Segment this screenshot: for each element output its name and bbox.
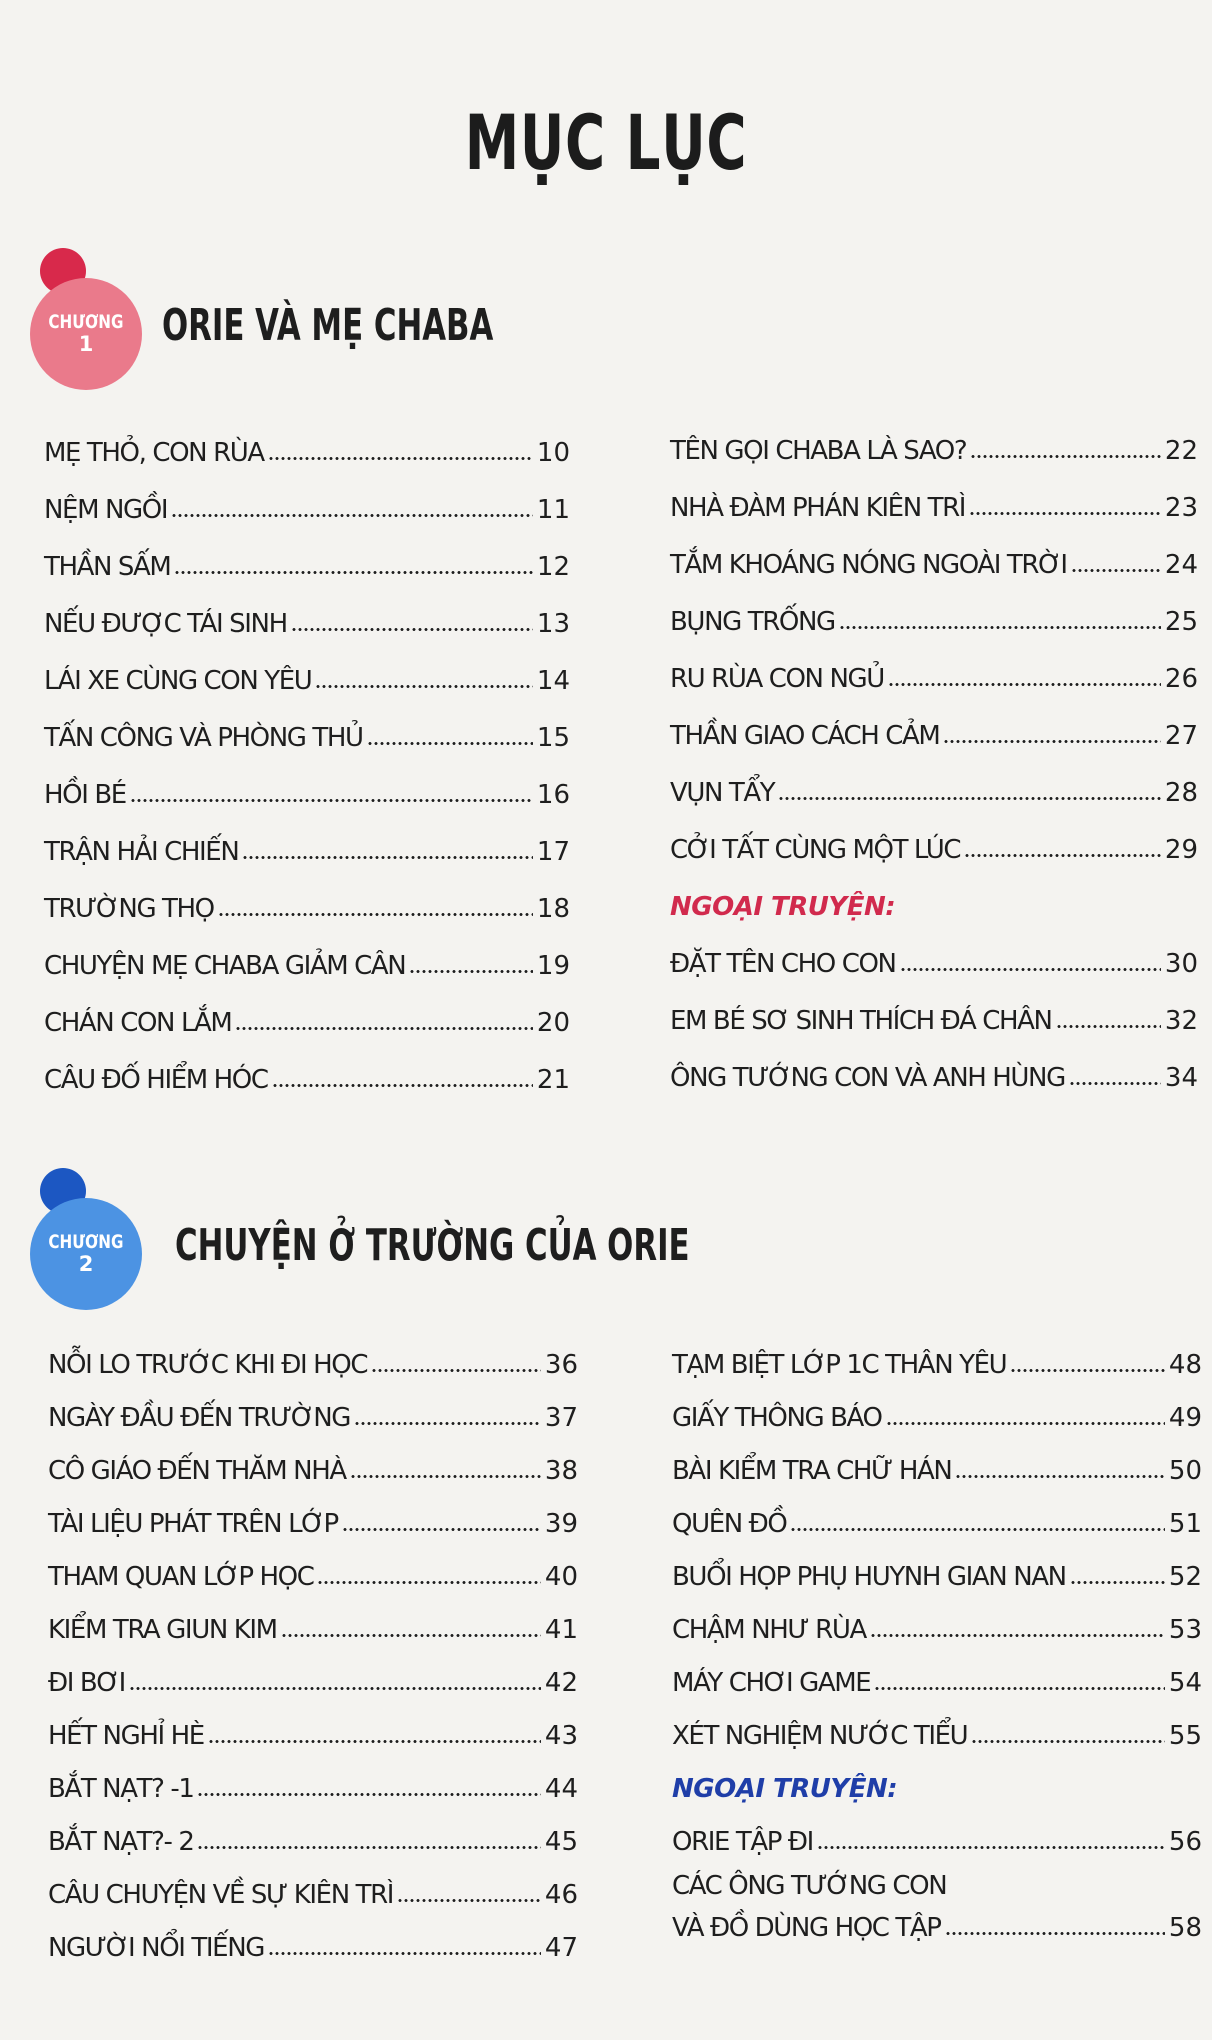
toc-entry[interactable]: HỒI BÉ 16 [44, 780, 570, 810]
toc-entry[interactable]: ĐẶT TÊN CHO CON 30 [670, 949, 1198, 979]
toc-entry[interactable]: QUÊN ĐỒ 51 [672, 1509, 1202, 1539]
toc-entry[interactable]: CHẬM NHƯ RÙA 53 [672, 1615, 1202, 1645]
toc-entry[interactable]: BẮT NẠT? -1 44 [48, 1774, 578, 1804]
toc-entry[interactable]: CỞI TẤT CÙNG MỘT LÚC 29 [670, 835, 1198, 865]
chapter-title: ORIE VÀ MẸ CHABA [162, 300, 494, 351]
toc-entry-line1[interactable]: CÁC ÔNG TƯỚNG CON [672, 1871, 947, 1901]
chapter-2-header [30, 1168, 1180, 1308]
toc-entry[interactable]: VÀ ĐỒ DÙNG HỌC TẬP 58 [672, 1913, 1202, 1943]
chapter-badge [30, 1198, 142, 1310]
badge-number: 2 [78, 1251, 94, 1276]
toc-entry[interactable]: KIỂM TRA GIUN KIM 41 [48, 1615, 578, 1645]
chapter-title: CHUYỆN Ở TRƯỜNG CỦA ORIE [175, 1220, 690, 1271]
chapter-1-left-column [44, 438, 570, 1098]
toc-entry[interactable]: RU RÙA CON NGỦ 26 [670, 664, 1198, 694]
chapter-1-header [30, 248, 1180, 388]
toc-entry[interactable]: BÀI KIỂM TRA CHỮ HÁN 50 [672, 1456, 1202, 1486]
toc-entry[interactable]: CÂU ĐỐ HIỂM HÓC 21 [44, 1065, 570, 1095]
toc-entry[interactable]: TẮM KHOÁNG NÓNG NGOÀI TRỜI 24 [670, 550, 1198, 580]
toc-entry[interactable]: VỤN TẨY 28 [670, 778, 1198, 808]
toc-entry[interactable]: CHÁN CON LẮM 20 [44, 1008, 570, 1038]
chapter-2-left-column [48, 1350, 578, 1970]
toc-entry[interactable]: THẦN GIAO CÁCH CẢM 27 [670, 721, 1198, 751]
badge-word: CHƯƠNG [48, 311, 124, 333]
toc-entry[interactable]: NỖI LO TRƯỚC KHI ĐI HỌC 36 [48, 1350, 578, 1380]
toc-entry[interactable]: XÉT NGHIỆM NƯỚC TIỂU 55 [672, 1721, 1202, 1751]
toc-entry[interactable]: NHÀ ĐÀM PHÁN KIÊN TRÌ 23 [670, 493, 1198, 523]
toc-entry[interactable]: LÁI XE CÙNG CON YÊU 14 [44, 666, 570, 696]
toc-entry[interactable]: NGÀY ĐẦU ĐẾN TRƯỜNG 37 [48, 1403, 578, 1433]
badge-number: 1 [78, 331, 94, 356]
toc-entry[interactable]: GIẤY THÔNG BÁO 49 [672, 1403, 1202, 1433]
page-title: MỤC LỤC [464, 98, 748, 187]
toc-entry[interactable]: BỤNG TRỐNG 25 [670, 607, 1198, 637]
chapter-2-right-column [672, 1350, 1202, 1990]
toc-entry[interactable]: CÂU CHUYỆN VỀ SỰ KIÊN TRÌ 46 [48, 1880, 578, 1910]
extra-stories-label: NGOẠI TRUYỆN: [670, 892, 896, 922]
toc-entry[interactable]: TÊN GỌI CHABA LÀ SAO? 22 [670, 436, 1198, 466]
toc-entry[interactable]: TÀI LIỆU PHÁT TRÊN LỚP 39 [48, 1509, 578, 1539]
chapter-1-right-column [670, 436, 1198, 1096]
extra-stories-label: NGOẠI TRUYỆN: [672, 1774, 898, 1804]
toc-entry[interactable]: MẸ THỎ, CON RÙA 10 [44, 438, 570, 468]
toc-entry[interactable]: MÁY CHƠI GAME 54 [672, 1668, 1202, 1698]
toc-entry[interactable]: ORIE TẬP ĐI 56 [672, 1827, 1202, 1857]
toc-entry[interactable]: THAM QUAN LỚP HỌC 40 [48, 1562, 578, 1592]
toc-entry[interactable]: ĐI BƠI 42 [48, 1668, 578, 1698]
toc-entry[interactable]: TRƯỜNG THỌ 18 [44, 894, 570, 924]
toc-entry[interactable]: NỆM NGỒI 11 [44, 495, 570, 525]
toc-entry[interactable]: CHUYỆN MẸ CHABA GIẢM CÂN 19 [44, 951, 570, 981]
toc-entry[interactable]: NẾU ĐƯỢC TÁI SINH 13 [44, 609, 570, 639]
chapter-badge [30, 278, 142, 390]
toc-entry[interactable]: BUỔI HỌP PHỤ HUYNH GIAN NAN 52 [672, 1562, 1202, 1592]
toc-entry[interactable]: NGƯỜI NỔI TIẾNG 47 [48, 1933, 578, 1963]
toc-entry[interactable]: ÔNG TƯỚNG CON VÀ ANH HÙNG 34 [670, 1063, 1198, 1093]
toc-entry[interactable]: TẠM BIỆT LỚP 1C THÂN YÊU 48 [672, 1350, 1202, 1380]
toc-entry[interactable]: TRẬN HẢI CHIẾN 17 [44, 837, 570, 867]
toc-entry[interactable]: CÔ GIÁO ĐẾN THĂM NHÀ 38 [48, 1456, 578, 1486]
toc-entry[interactable]: EM BÉ SƠ SINH THÍCH ĐÁ CHÂN 32 [670, 1006, 1198, 1036]
toc-entry[interactable]: BẮT NẠT?- 2 45 [48, 1827, 578, 1857]
badge-word: CHƯƠNG [48, 1231, 124, 1253]
toc-entry[interactable]: TẤN CÔNG VÀ PHÒNG THỦ 15 [44, 723, 570, 753]
toc-entry[interactable]: HẾT NGHỈ HÈ 43 [48, 1721, 578, 1751]
toc-entry[interactable]: THẦN SẤM 12 [44, 552, 570, 582]
